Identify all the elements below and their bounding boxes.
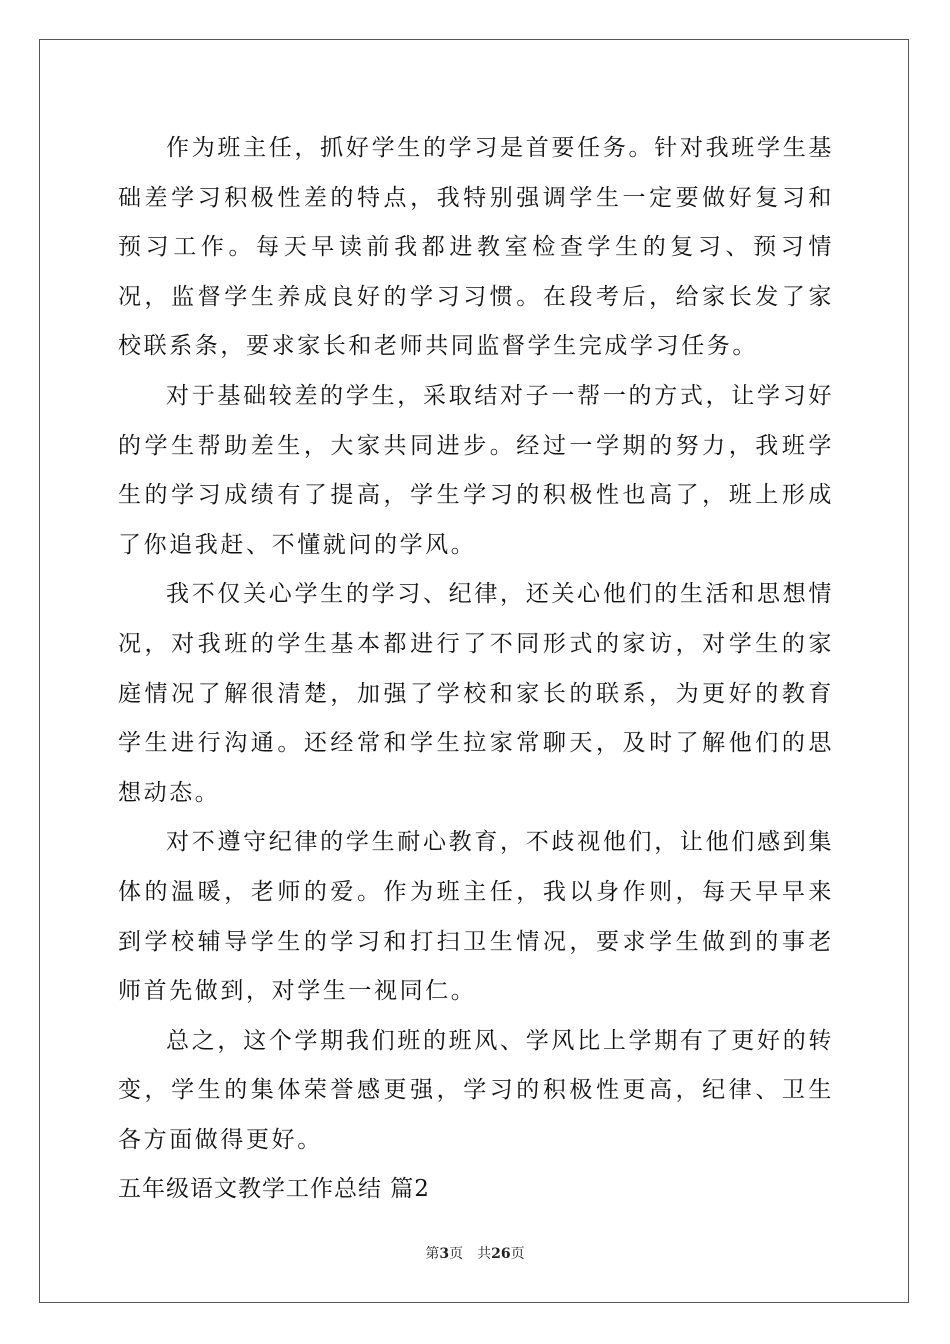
page-prefix: 第	[425, 1246, 440, 1262]
page-mid: 页	[449, 1246, 464, 1262]
paragraph-2: 对于基础较差的学生，采取结对子一帮一的方式，让学习好的学生帮助差生，大家共同进步。经过一学期的努力，我班学生的学习成绩有了提高，学生学习的积极性也高了，班上形成了你追我赶、不懂就问的学风。	[118, 382, 834, 558]
document-body	[118, 124, 834, 1215]
total-prefix: 共	[477, 1246, 492, 1262]
page-footer	[0, 1243, 950, 1263]
paragraph-3: 我不仅关心学生的学习、纪律，还关心他们的生活和思想情况，对我班的学生基本都进行了不同形式的家访，对学生的家庭情况了解很清楚，加强了学校和家长的联系，为更好的教育学生进行沟通。还经常和学生拉家常聊天，及时了解他们的思想动态。	[118, 581, 834, 806]
page-current: 3	[439, 1246, 450, 1262]
paragraph-5: 总之，这个学期我们班的班风、学风比上学期有了更好的转变，学生的集体荣誉感更强，学习的积极性更高，纪律、卫生各方面做得更好。	[118, 1027, 834, 1153]
section-heading: 五年级语文教学工作总结 篇2	[118, 1176, 430, 1203]
total-suffix: 页	[510, 1246, 525, 1262]
page-total: 26	[491, 1246, 511, 1262]
paragraph-1: 作为班主任，抓好学生的学习是首要任务。针对我班学生基础差学习积极性差的特点，我特别强调学生一定要做好复习和预习工作。每天早读前我都进教室检查学生的复习、预习情况，监督学生养成良好的学习习惯。在段考后，给家长发了家校联系条，要求家长和老师共同监督学生完成学习任务。	[118, 135, 834, 360]
paragraph-4: 对不遵守纪律的学生耐心教育，不歧视他们，让他们感到集体的温暖，老师的爱。作为班主任，我以身作则，每天早早来到学校辅导学生的学习和打扫卫生情况，要求学生做到的事老师首先做到，对学生一视同仁。	[118, 829, 834, 1005]
